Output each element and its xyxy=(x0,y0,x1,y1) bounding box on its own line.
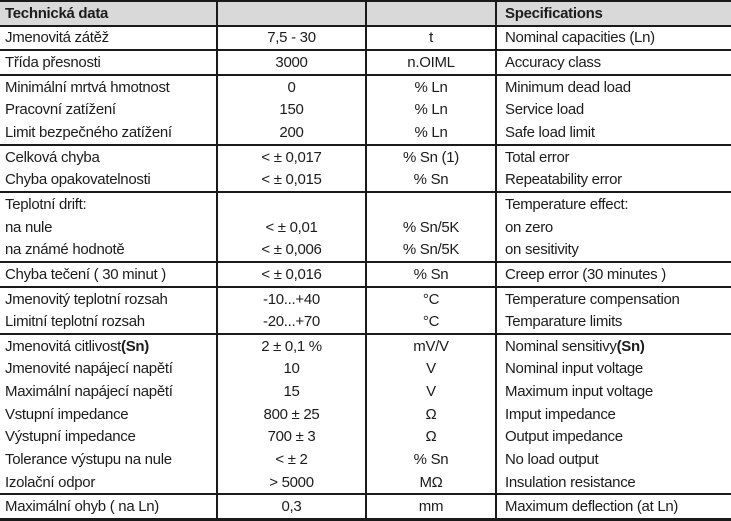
table-row xyxy=(0,426,731,449)
table-row xyxy=(0,310,731,333)
value-cell: < ± 2 xyxy=(218,448,367,471)
value-cell: -10...+40 xyxy=(218,288,367,311)
value-cell: < ± 0,006 xyxy=(218,238,367,261)
czech-label: Minimální mrtvá hmotnost xyxy=(0,76,218,99)
value-cell: < ± 0,016 xyxy=(218,263,367,286)
czech-label: na známé hodnotě xyxy=(0,238,218,261)
czech-label: Izolační odpor xyxy=(0,471,218,494)
unit-cell: % Sn/5K xyxy=(367,238,497,261)
value-cell: < ± 0,017 xyxy=(218,146,367,169)
czech-label: Chyba opakovatelnosti xyxy=(0,168,218,191)
unit-cell: % Sn xyxy=(367,263,497,286)
value-cell: 700 ± 3 xyxy=(218,426,367,449)
table-row xyxy=(0,168,731,191)
value-cell: 150 xyxy=(218,99,367,122)
unit-cell: % Sn/5K xyxy=(367,216,497,239)
czech-label: Tolerance výstupu na nule xyxy=(0,448,218,471)
czech-label: Výstupní impedance xyxy=(0,426,218,449)
english-label: Nominal capacities (Ln) xyxy=(505,29,655,47)
english-label: Repeatability error xyxy=(505,171,622,189)
english-label: Accuracy class xyxy=(505,54,601,72)
value-cell: 7,5 - 30 xyxy=(218,27,367,50)
english-label: on zero xyxy=(505,218,553,236)
value-cell: 800 ± 25 xyxy=(218,403,367,426)
table-row xyxy=(0,358,731,381)
value-cell: > 5000 xyxy=(218,471,367,494)
table-row xyxy=(0,380,731,403)
english-label: No load output xyxy=(505,450,599,468)
value-cell: 3000 xyxy=(218,51,367,74)
english-label: Temperature compensation xyxy=(505,290,680,308)
value-cell: 10 xyxy=(218,358,367,381)
unit-cell xyxy=(367,193,497,216)
header-czech-title: Technická data xyxy=(0,2,218,25)
english-label: Creep error (30 minutes ) xyxy=(505,265,666,283)
header-value-column xyxy=(218,2,367,25)
table-row xyxy=(0,49,731,74)
table-row xyxy=(0,493,731,518)
english-label: Total error xyxy=(505,148,570,166)
english-label-text: Nominal sensitivy xyxy=(505,337,617,355)
czech-label: Jmenovité napájecí napětí xyxy=(0,358,218,381)
table-row xyxy=(0,25,731,50)
unit-cell: °C xyxy=(367,310,497,333)
czech-label: Teplotní drift: xyxy=(0,193,218,216)
unit-cell: % Ln xyxy=(367,99,497,122)
czech-label-text: Jmenovitá citlivost xyxy=(5,337,122,355)
table-header-row xyxy=(0,2,731,25)
english-label-bold-sn: (Sn) xyxy=(616,337,645,355)
czech-label xyxy=(0,335,218,358)
czech-label: Pracovní zatížení xyxy=(0,99,218,122)
value-cell: 0,3 xyxy=(218,495,367,518)
unit-cell: % Ln xyxy=(367,121,497,144)
czech-label: Limitní teplotní rozsah xyxy=(0,310,218,333)
value-cell xyxy=(218,193,367,216)
unit-cell: mm xyxy=(367,495,497,518)
table-row xyxy=(0,333,731,358)
header-unit-column xyxy=(367,2,497,25)
unit-cell: % Sn xyxy=(367,448,497,471)
english-label: on sesitivity xyxy=(505,241,579,259)
english-label: Service load xyxy=(505,101,584,119)
english-label: Minimum dead load xyxy=(505,78,631,96)
unit-cell: V xyxy=(367,358,497,381)
value-cell: 0 xyxy=(218,76,367,99)
english-label: Imput impedance xyxy=(505,405,616,423)
unit-cell: Ω xyxy=(367,426,497,449)
czech-label: Jmenovitý teplotní rozsah xyxy=(0,288,218,311)
unit-cell: % Ln xyxy=(367,76,497,99)
table-row xyxy=(0,261,731,286)
table-row xyxy=(0,471,731,494)
unit-cell: V xyxy=(367,380,497,403)
english-label: Output impedance xyxy=(505,428,623,446)
czech-label: Vstupní impedance xyxy=(0,403,218,426)
value-cell: -20...+70 xyxy=(218,310,367,333)
english-label: Insulation resistance xyxy=(505,473,636,491)
table-row xyxy=(0,121,731,144)
value-cell: < ± 0,01 xyxy=(218,216,367,239)
table-row xyxy=(0,74,731,99)
unit-cell: t xyxy=(367,27,497,50)
unit-cell: % Sn xyxy=(367,168,497,191)
czech-label-bold-sn: (Sn) xyxy=(121,337,149,355)
unit-cell: n.OIML xyxy=(367,51,497,74)
table-row xyxy=(0,191,731,216)
english-label: Nominal input voltage xyxy=(505,360,643,378)
table-row xyxy=(0,99,731,122)
unit-cell: MΩ xyxy=(367,471,497,494)
value-cell: < ± 0,015 xyxy=(218,168,367,191)
czech-label: Chyba tečení ( 30 minut ) xyxy=(0,263,218,286)
czech-label: Limit bezpečného zatížení xyxy=(0,121,218,144)
czech-label: Maximální napájecí napětí xyxy=(0,380,218,403)
unit-cell: mV/V xyxy=(367,335,497,358)
english-label: Maximum input voltage xyxy=(505,383,653,401)
czech-label: Jmenovitá zátěž xyxy=(0,27,218,50)
value-cell: 15 xyxy=(218,380,367,403)
value-cell: 200 xyxy=(218,121,367,144)
table-row xyxy=(0,448,731,471)
english-label: Temperature effect: xyxy=(505,195,629,213)
czech-label: Maximální ohyb ( na Ln) xyxy=(0,495,218,518)
czech-label: Celková chyba xyxy=(0,146,218,169)
unit-cell: % Sn (1) xyxy=(367,146,497,169)
unit-cell: °C xyxy=(367,288,497,311)
unit-cell: Ω xyxy=(367,403,497,426)
table-row xyxy=(0,286,731,311)
czech-label: Třída přesnosti xyxy=(0,51,218,74)
header-english-title: Specifications xyxy=(505,4,603,22)
table-row xyxy=(0,144,731,169)
english-label: Maximum deflection (at Ln) xyxy=(505,498,679,516)
table-row xyxy=(0,216,731,239)
czech-label: na nule xyxy=(0,216,218,239)
english-label: Temparature limits xyxy=(505,313,623,331)
english-label: Safe load limit xyxy=(505,124,595,142)
english-label xyxy=(497,335,731,358)
table-row xyxy=(0,403,731,426)
value-cell: 2 ± 0,1 % xyxy=(218,335,367,358)
table-row xyxy=(0,238,731,261)
